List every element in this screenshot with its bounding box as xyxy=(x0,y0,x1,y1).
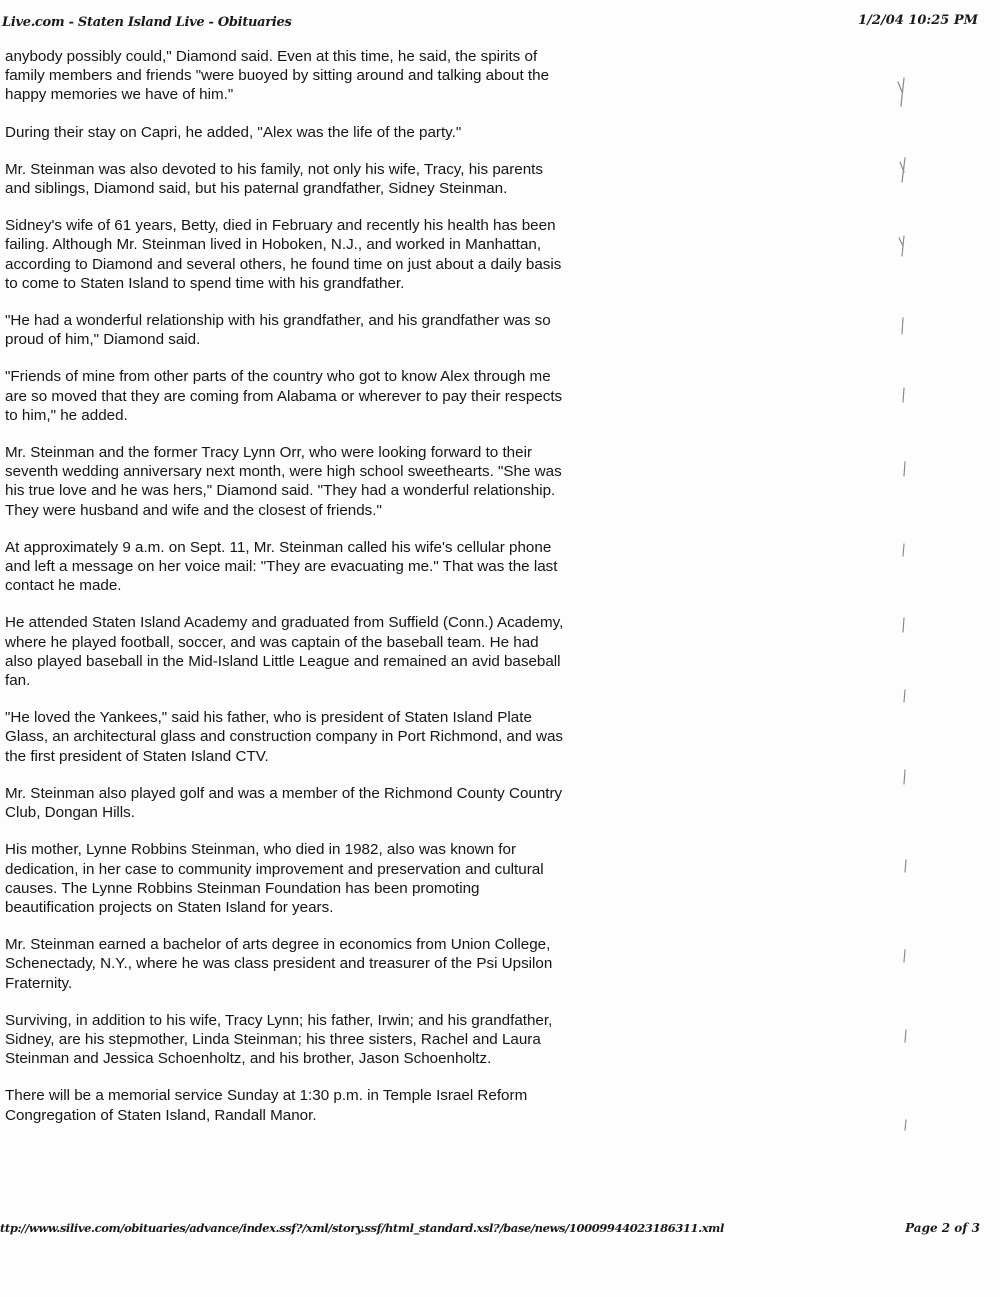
page-indicator: Page 2 of 3 xyxy=(905,1221,980,1235)
article-paragraph: "He had a wonderful relationship with his grandfather, and his grandfather was so proud of him," Diamond said. xyxy=(5,312,551,349)
article-paragraph: He attended Staten Island Academy and graduated from Suffield (Conn.) Academy, where he played football, soccer, and was captain of the baseball team. He had also played baseball in the Mid-Island Little League and remained an avid baseball fan. xyxy=(5,614,564,690)
article-paragraph: Sidney's wife of 61 years, Betty, died in February and recently his health has been failing. Although Mr. Steinman lived in Hoboken, N.J., and worked in Manhattan, according to Diamond and several others, he found time on just about a daily basis to come to Staten Island to spend time with his grandfather. xyxy=(5,217,562,292)
article-paragraph: anybody possibly could," Diamond said. Even at this time, he said, the spirits of family members and friends "were buoyed by sitting around and talking about the happy memories we have of him." xyxy=(5,48,550,104)
site-title: Live.com - Staten Island Live - Obituaries xyxy=(2,15,292,30)
article-paragraph: "Friends of mine from other parts of the country who got to know Alex through me are so moved that they are coming from Alabama or wherever to pay their respects to him," he added. xyxy=(5,368,563,424)
scan-margin-marks xyxy=(880,70,940,1270)
article-paragraph: During their stay on Capri, he added, "Alex was the life of the party." xyxy=(5,123,462,141)
article-paragraph: There will be a memorial service Sunday at 1:30 p.m. in Temple Israel Reform Congregation of Staten Island, Randall Manor. xyxy=(5,1087,528,1124)
article-paragraph: Mr. Steinman also played golf and was a member of the Richmond County Country Club, Dongan Hills. xyxy=(5,784,563,822)
article-paragraph: Mr. Steinman was also devoted to his family, not only his wife, Tracy, his parents and siblings, Diamond said, but his paternal grandfather, Sidney Steinman. xyxy=(5,160,543,198)
article-paragraph: At approximately 9 a.m. on Sept. 11, Mr. Steinman called his wife's cellular phone and left a message on her voice mail: "They are evacuating me." That was the last contact he made. xyxy=(5,538,558,595)
article-paragraph: "He loved the Yankees," said his father, who is president of Staten Island Plate Glass, an architectural glass and construction company in Port Richmond, and was the first president of Staten Island CTV. xyxy=(5,709,563,765)
article-paragraph: Mr. Steinman earned a bachelor of arts degree in economics from Union College, Schenectady, N.Y., where he was class president and treasurer of the Psi Upsilon Fraternity. xyxy=(5,936,553,992)
article-paragraph: Mr. Steinman and the former Tracy Lynn Orr, who were looking forward to their seventh wedding anniversary next month, were high school sweethearts. "She was his true love and he was hers," Diamond said. "They had a wonderful relationship. They were husband and wife and the closest of friends." xyxy=(5,444,562,519)
article-paragraph: His mother, Lynne Robbins Steinman, who died in 1982, also was known for dedication, in her case to community improvement and preservation and cultural causes. The Lynne Robbins Steinman Foundation has been promoting beautification projects on Staten Island for years. xyxy=(5,841,544,916)
article-paragraph: Surviving, in addition to his wife, Tracy Lynn; his father, Irwin; and his grandfather, Sidney, are his stepmother, Linda Steinman; his three sisters, Rachel and Laura Steinman and Jessica Schoenholtz, and his brother, Jason Schoenholtz. xyxy=(5,1011,553,1068)
article-body xyxy=(5,47,565,1143)
source-url: ttp://www.silive.com/obituaries/advance/index.ssf?/xml/story.ssf/html_standard.xsl?/base/news/10009944023186311.xml xyxy=(0,1221,724,1235)
print-datetime: 1/2/04 10:25 PM xyxy=(858,13,978,28)
